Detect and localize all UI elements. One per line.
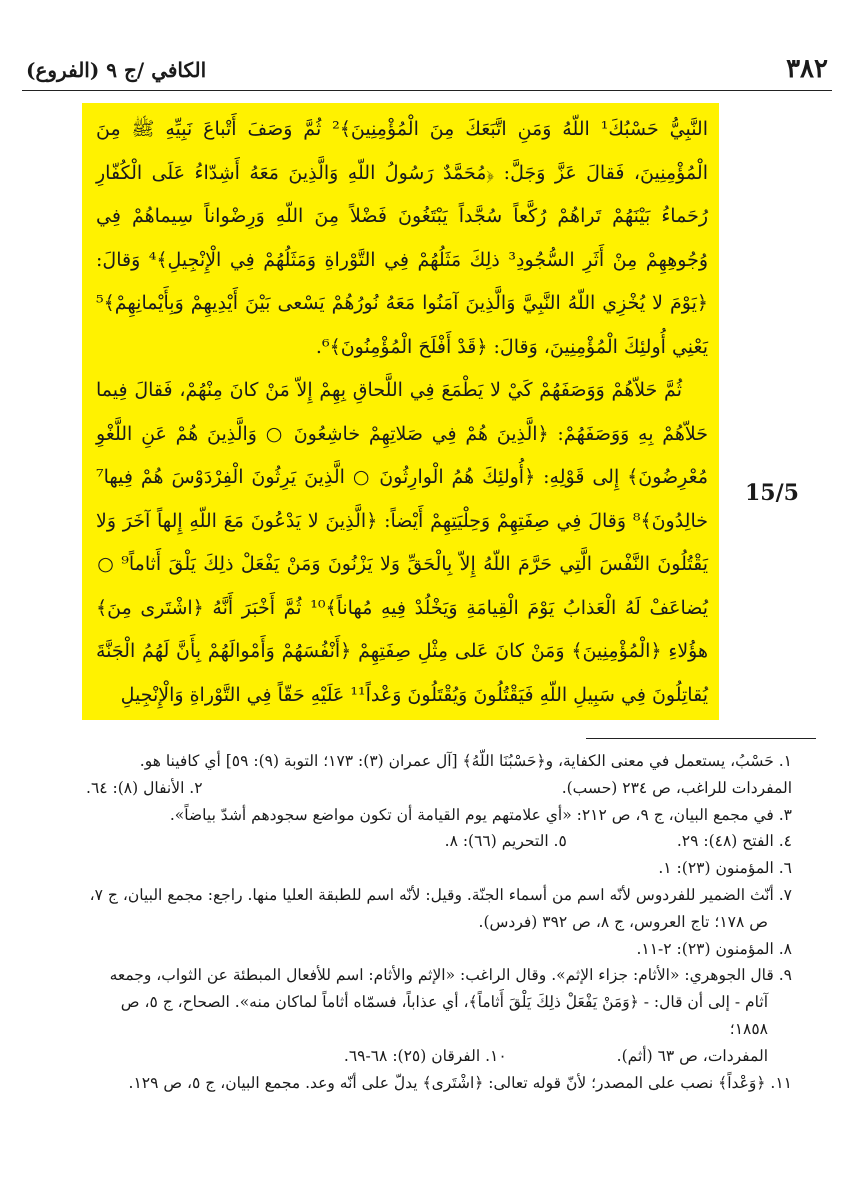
paragraph-2: ثُمَّ حَلاّهُمْ وَوَصَفَهُمْ كَيْ لا يَطْمَعَ فِي اللَّحاقِ بِهِمْ إِلاّ مَنْ كانَ مِنْهُمْ، فَقالَ فِيما حَلاّهُمْ بِهِ وَوَصَفَهُمْ: ﴿الَّذِينَ هُمْ فِي صَلاتِهِمْ خاشِعُونَ ○ وَالَّذِينَ هُمْ عَنِ اللَّغْوِ مُعْرِضُونَ﴾ إِلى قَوْلِهِ: ﴿أُولئِكَ هُمُ الْوارِثُونَ ○ الَّذِينَ يَرِثُونَ الْفِرْدَوْسَ هُمْ فِيها⁷ خالِدُونَ﴾⁸ وَقالَ فِي صِفَتِهِمْ وَحِلْيَتِهِمْ أَيْضاً: ﴿الَّذِينَ لا يَدْعُونَ مَعَ اللّهِ إِلهاً آخَرَ وَلا يَقْتُلُونَ النَّفْسَ الَّتِي حَرَّمَ اللّهُ إِلاّ بِالْحَقِّ وَلا يَزْنُونَ وَمَنْ يَفْعَلْ ذلِكَ يَلْقَ أَثاماً⁹ ○ يُضاعَفْ لَهُ الْعَذابُ يَوْمَ الْقِيامَةِ وَيَخْلُدْ فِيهِ مُهاناً﴾¹⁰ ثُمَّ أَخْبَرَ أَنَّهُ ﴿اشْتَرى مِنَ﴾ هؤُلاءِ ﴿الْمُؤْمِنِينَ﴾ وَمَنْ كانَ عَلى مِثْلِ صِفَتِهِمْ ﴿أَنْفُسَهُمْ وَأَمْوالَهُمْ بِأَنَّ لَهُمُ الْجَنَّةَ يُقاتِلُونَ فِي سَبِيلِ اللّهِ فَيَقْتُلُونَ وَيُقْتَلُونَ وَعْداً¹¹ عَلَيْهِ حَقّاً فِي التَّوْراةِ وَالْإِنْجِيلِ xyxy=(96,379,709,706)
footnote-8: ٨. المؤمنون (٢٣): ٢-١١. xyxy=(636,939,792,958)
page-header xyxy=(22,50,832,91)
footnote-9-source: المفردات، ص ٦٣ (أثم). xyxy=(616,1046,768,1065)
footnote-row xyxy=(86,828,792,855)
page-number: ٣٨٢ xyxy=(786,54,828,84)
footnotes xyxy=(86,748,792,1096)
footnote-1 xyxy=(86,748,792,775)
footnote-9: ٩. قال الجوهري: «الأثام: جزاء الإثم». وقال الراغب: «الإثم والأثام: اسم للأفعال المبطئة عن الثواب، وجمعه آثام - إلى أن قال: - ﴿وَمَنْ يَفْعَلْ ذلِكَ يَلْقَ أَثاماً﴾، أي عذاباً، فسمّاه أثاماً لماكان منه». الصحاح، ج ٥، ص ١٨٥٨؛ xyxy=(109,966,792,1038)
footnote-row xyxy=(86,1043,792,1070)
footnote-4: ٤. الفتح (٤٨): ٢٩. xyxy=(676,832,792,851)
footnote-1-text: ١. حَسْبُ، يستعمل في معنى الكفاية، و﴿حَسْبُنَا اللّهُ﴾ [آل عمران (٣): ١٧٣؛ التوبة (٩): ٥٩] أي كافينا هو. xyxy=(139,752,792,770)
running-title: الكافي /ج ٩ (الفروع) xyxy=(26,58,207,82)
footnote-3: ٣. في مجمع البيان، ج ٩، ص ٢١٢: «أي علامتهم يوم القيامة أن تكون مواضع سجودهم أشدّ بياضاً». xyxy=(169,805,792,824)
footnote-7: ٧. أنّث الضمير للفردوس لأنّه اسم من أسماء الجنّة. وقيل: لأنّه اسم للطبقة العليا منها. راجع: مجمع البيان، ج ٧، ص ١٧٨؛ تاج العروس، ج ٨، ص ٣٩٢ (فردس). xyxy=(89,885,792,931)
footnote-divider xyxy=(586,738,816,739)
footnote-11: ١١. ﴿وَعْداً﴾ نصب على المصدر؛ لأنّ قوله تعالى: ﴿اشْتَرى﴾ يدلّ على أنّه وعد. مجمع البيان، ج ٥، ص ١٢٩. xyxy=(128,1073,792,1092)
footnote-row xyxy=(86,775,792,802)
footnote-2: ٢. الأنفال (٨): ٦٤. xyxy=(86,778,203,797)
margin-reference: 15/5 xyxy=(745,480,799,506)
main-text xyxy=(96,108,708,717)
paragraph-1: النَّبِيُّ حَسْبُكَ¹ اللّهُ وَمَنِ اتَّبَعَكَ مِنَ الْمُؤْمِنِينَ﴾² ثُمَّ وَصَفَ أَتْباعَ نَبِيِّهِ ﷺ مِنَ الْمُؤْمِنِينَ، فَقالَ عَزَّ وَجَلَّ: ﴿مُحَمَّدٌ رَسُولُ اللّهِ وَالَّذِينَ مَعَهُ أَشِدّاءُ عَلَى الْكُفّارِ رُحَماءُ بَيْنَهُمْ تَراهُمْ رُكَّعاً سُجَّداً يَبْتَغُونَ فَضْلاً مِنَ اللّهِ وَرِضْواناً سِيماهُمْ فِي وُجُوهِهِمْ مِنْ أَثَرِ السُّجُودِ³ ذلِكَ مَثَلُهُمْ فِي التَّوْراةِ وَمَثَلُهُمْ فِي الْإِنْجِيلِ﴾⁴ وَقالَ: ﴿يَوْمَ لا يُخْزِي اللّهُ النَّبِيَّ وَالَّذِينَ آمَنُوا مَعَهُ نُورُهُمْ يَسْعى بَيْنَ أَيْدِيهِمْ وَبِأَيْمانِهِمْ﴾⁵ يَعْنِي أُولئِكَ الْمُؤْمِنِينَ، وَقالَ: ﴿قَدْ أَفْلَحَ الْمُؤْمِنُونَ﴾⁶. xyxy=(96,118,708,358)
footnote-6: ٦. المؤمنون (٢٣): ١. xyxy=(658,859,792,878)
footnote-5: ٥. التحريم (٦٦): ٨. xyxy=(444,832,567,851)
footnote-10: ١٠. الفرقان (٢٥): ٦٨-٦٩. xyxy=(343,1046,507,1065)
footnote-1-source: المفردات للراغب، ص ٢٣٤ (حسب). xyxy=(561,778,792,797)
